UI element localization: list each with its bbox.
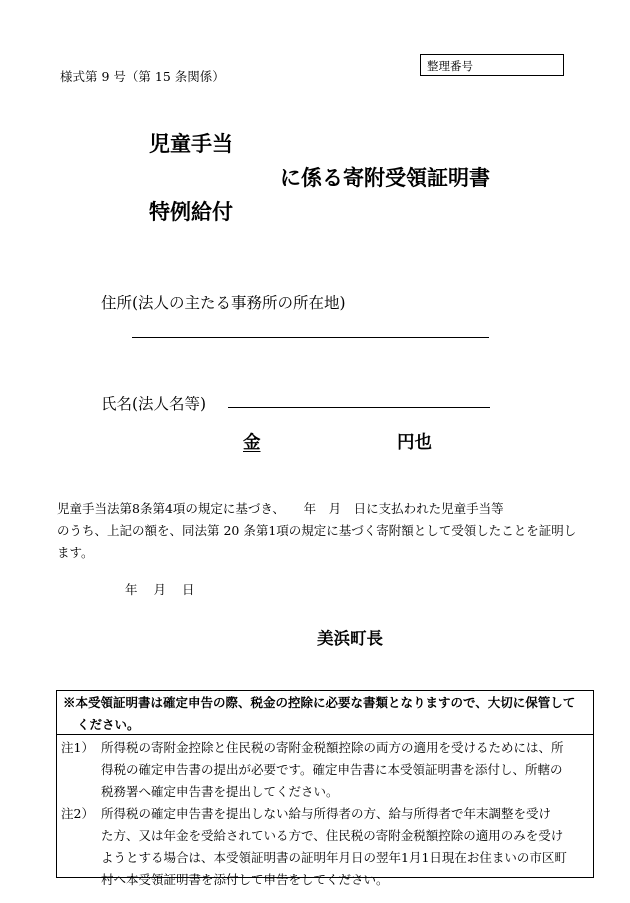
name-field-line[interactable] <box>228 407 490 408</box>
note-1-tag: 注1） <box>61 740 94 755</box>
note-2 <box>57 803 593 891</box>
statement-line: ます。 <box>57 545 94 560</box>
title-line-2: に係る寄附受領証明書 <box>280 165 490 190</box>
form-number: 様式第 9 号（第 15 条関係） <box>60 69 225 84</box>
note-1 <box>57 737 593 803</box>
note-2-tag: 注2） <box>61 806 94 821</box>
amount-field[interactable] <box>243 429 432 454</box>
certification-statement <box>57 498 577 564</box>
note-2-line: 村へ本受領証明書を添付して申告をしてください。 <box>101 872 389 887</box>
reference-number-label: 整理番号 <box>427 59 473 73</box>
note-1-line: 得税の確定申告書の提出が必要です。確定申告書に本受領証明書を添付し、所轄の <box>101 762 563 777</box>
statement-line: 児童手当法第8条第4項の規定に基づき、 年 月 日に支払われた児童手当等 <box>57 501 504 516</box>
reference-number-box[interactable] <box>420 54 564 76</box>
issuer-name: 美浜町長 <box>317 629 383 648</box>
note-2-line: 所得税の確定申告書を提出しない給与所得者の方、給与所得者で年末調整を受け <box>101 806 552 821</box>
important-notice <box>57 691 593 735</box>
statement-line: のうち、上記の額を、同法第 20 条第1項の規定に基づく寄附額として受領したことを証明し <box>57 523 577 538</box>
note-1-line: 税務署へ確定申告書を提出してください。 <box>101 784 339 799</box>
note-2-line: た方、又は年金を受給されている方で、住民税の寄附金税額控除の適用のみを受け <box>101 828 564 843</box>
issue-date: 年 月 日 <box>125 582 195 597</box>
title-line-3: 特例給付 <box>149 199 233 224</box>
address-label: 住所(法人の主たる事務所の所在地) <box>101 294 346 312</box>
notes-box <box>56 690 594 887</box>
note-1-line: 所得税の寄附金控除と住民税の寄附金税額控除の両方の適用を受けるためには、所 <box>101 740 564 755</box>
title-line-1: 児童手当 <box>149 131 233 156</box>
amount-prefix: 金 <box>243 433 261 453</box>
amount-suffix: 円也 <box>397 433 432 453</box>
notice-line: ※本受領証明書は確定申告の際、税金の控除に必要な書類となりますので、大切に保管して <box>63 695 576 710</box>
address-field-line[interactable] <box>132 337 489 338</box>
note-2-line: ようとする場合は、本受領証明書の証明年月日の翌年1月1日現在お住まいの市区町 <box>101 850 567 865</box>
name-label: 氏名(法人名等) <box>101 395 207 413</box>
notice-line: ください。 <box>77 717 140 732</box>
